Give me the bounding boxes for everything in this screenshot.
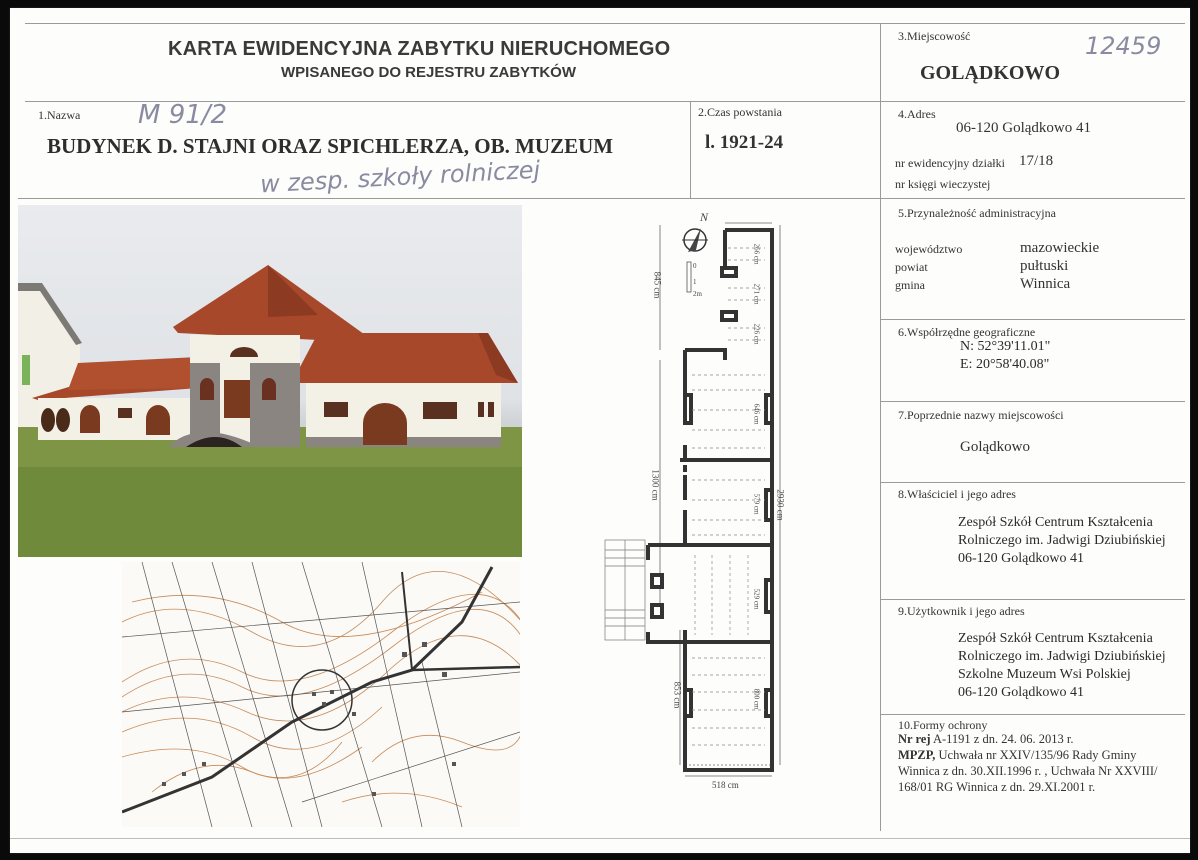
coord-n: N: 52°39'11.01" [960, 339, 1051, 354]
owner-line-2: Rolniczego im. Jadwigi Dziubińskiej [958, 533, 1166, 548]
rule-r6 [880, 714, 1185, 715]
address-label: 4.Adres [898, 107, 936, 121]
user-address [958, 630, 1166, 702]
owner-address [958, 514, 1166, 568]
dim-width: 518 cm [712, 780, 739, 790]
protection-forms [898, 731, 1158, 795]
rule-r1 [880, 198, 1185, 199]
location-map [122, 562, 520, 827]
rule-right-col [880, 23, 881, 831]
voivodeship-key: województwo [895, 242, 963, 256]
user-line-3: Szkolne Muzeum Wsi Polskiej [958, 667, 1131, 682]
rule-name [18, 198, 880, 199]
rule-top [25, 23, 1185, 24]
owner-label: 8.Właściciel i jego adres [898, 487, 1016, 501]
commune-key: gmina [895, 278, 925, 292]
scale-1: 1 [693, 278, 697, 286]
name-label: 1.Nazwa [38, 108, 81, 122]
location-circle [292, 670, 352, 730]
coords-label: 6.Współrzędne geograficzne [898, 325, 1036, 339]
handwritten-number: 12459 [1085, 32, 1162, 60]
mpzp-resolution-2: Winnica z dn. 30.XII.1996 r. , Uchwała Nr XXVIII/ [898, 764, 1158, 778]
previous-names-label: 7.Poprzednie nazwy miejscowości [898, 408, 1064, 422]
scale-bar-icon [687, 262, 691, 292]
admin-label: 5.Przynależność administracyjna [898, 206, 1056, 220]
card-subtitle: WPISANEGO DO REJESTRU ZABYTKÓW [281, 64, 577, 81]
register-entry: A-1191 z dn. 24. 06. 2013 r. [930, 732, 1074, 746]
rule-date-sep [690, 101, 691, 198]
voivodeship-value: mazowieckie [1020, 240, 1100, 256]
topographic-map [122, 562, 520, 827]
owner-line-3: 06-120 Golądkowo 41 [958, 551, 1084, 566]
user-line-4: 06-120 Golądkowo 41 [958, 685, 1084, 700]
handwritten-note: w zesp. szkoły rolniczej [259, 155, 541, 199]
land-register-label: nr księgi wieczystej [895, 177, 991, 191]
user-label: 9.Użytkownik i jego adres [898, 604, 1025, 618]
card-title: KARTA EWIDENCYJNA ZABYTKU NIERUCHOMEGO [168, 38, 671, 60]
rule-r3 [880, 401, 1185, 402]
owner-line-1: Zespół Szkół Centrum Kształcenia [958, 515, 1153, 530]
building-photo [18, 205, 522, 557]
county-key: powiat [895, 260, 928, 274]
date-label: 2.Czas powstania [698, 105, 782, 119]
rule-r5 [880, 599, 1185, 600]
dim-bottom: 853 cm [672, 681, 683, 709]
room-dim-4: 646 cm [752, 403, 761, 425]
user-line-1: Zespół Szkół Centrum Kształcenia [958, 631, 1153, 646]
parcel-value: 17/18 [1019, 153, 1054, 169]
room-dim-2: 271 cm [752, 283, 761, 305]
user-line-2: Rolniczego im. Jadwigi Dziubińskiej [958, 649, 1166, 664]
locality-label: 3.Miejscowość [898, 29, 971, 43]
handwritten-ref: M 91/2 [138, 100, 228, 130]
address-value: 06-120 Golądkowo 41 [956, 120, 1091, 136]
protection-label: 10.Formy ochrony [898, 718, 988, 732]
rule-r4 [880, 482, 1185, 483]
room-dim-7: 800 cm [752, 688, 761, 710]
mpzp-resolution-3: 168/01 RG Winnica z dn. 29.XI.2001 r. [898, 780, 1096, 794]
photo-illustration [18, 205, 522, 557]
parcel-label: nr ewidencyjny działki [895, 156, 1005, 170]
dim-total: 2930 cm [775, 489, 786, 521]
locality-value: GOLĄDKOWO [920, 62, 1061, 84]
commune-value: Winnica [1020, 276, 1071, 292]
scale-0: 0 [693, 262, 697, 270]
register-label: Nr rej [898, 732, 931, 746]
north-arrow-icon [682, 228, 708, 252]
room-dim-3: 226 cm [752, 323, 761, 345]
coord-e: E: 20°58'40.08" [960, 357, 1050, 372]
room-dim-6: 529 cm [752, 588, 761, 610]
mpzp-label: MPZP, [898, 748, 936, 762]
north-label: N [700, 210, 709, 224]
rule-r2 [880, 319, 1185, 320]
dim-top: 845 cm [652, 271, 663, 299]
county-value: pułtuski [1020, 258, 1069, 274]
room-dim-5: 579 cm [752, 493, 761, 515]
rule-bottom [10, 838, 1190, 839]
scale-2: 2m [693, 290, 702, 298]
mpzp-resolution-1: Uchwała nr XXIV/135/96 Rady Gminy [935, 748, 1137, 762]
monument-name: BUDYNEK D. STAJNI ORAZ SPICHLERZA, OB. MUZEUM [47, 134, 614, 158]
previous-name-value: Golądkowo [960, 439, 1030, 455]
construction-date: l. 1921-24 [705, 132, 784, 153]
floor-plan [600, 210, 810, 800]
room-dim-1: 266 cm [752, 243, 761, 265]
dim-mid: 1300 cm [650, 469, 661, 501]
